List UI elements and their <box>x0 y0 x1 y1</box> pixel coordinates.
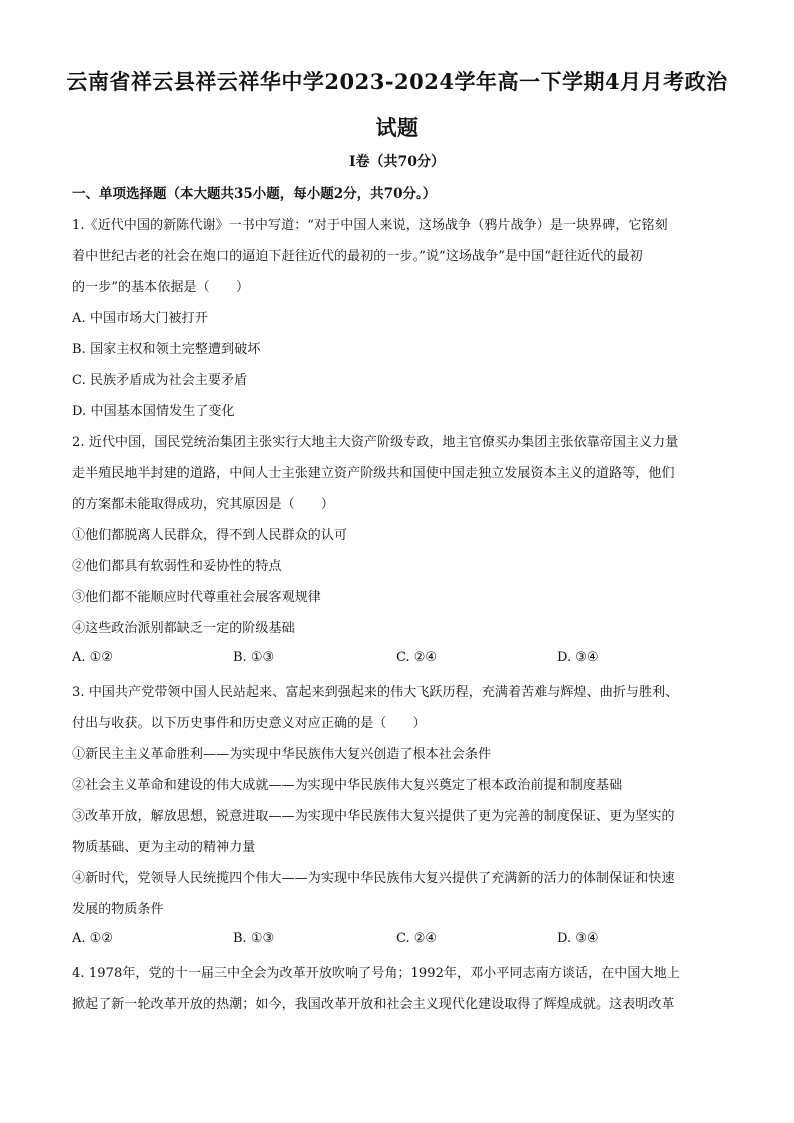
q2-option-b: B. ①③ <box>233 650 275 665</box>
q1-stem-line: 着中世纪古老的社会在炮口的逼迫下赶往近代的最初的一步。”说“这场战争”是中国“赶往近代的最初 <box>72 249 643 264</box>
exam-title-line2: 试题 <box>375 115 419 140</box>
q2-stem-line: 走半殖民地半封建的道路，中间人士主张建立资产阶级共和国使中国走独立发展资本主义的道路等，他们 <box>72 466 675 481</box>
q2-statement: ④这些政治派别都缺乏一定的阶级基础 <box>72 621 295 636</box>
q3-statement: ④新时代，党领导人民统揽四个伟大——为实现中华民族伟大复兴提供了充满新的活力的体制保证和快速 <box>72 871 675 886</box>
part-heading: 一、单项选择题（本大题共35小题，每小题2分，共70分。） <box>72 186 437 202</box>
q3-option-d: D. ③④ <box>557 931 599 946</box>
q2-option-d: D. ③④ <box>557 650 599 665</box>
q1-stem-line: 1.《近代中国的新陈代谢》一书中写道：“对于中国人来说，这场战争（鸦片战争）是一块界碑，它铭刻 <box>72 218 668 233</box>
q3-statement: 发展的物质条件 <box>72 902 164 917</box>
q3-statement: ③改革开放，解放思想，锐意进取——为实现中华民族伟大复兴提供了更为完善的制度保证、更为坚实的 <box>72 809 675 824</box>
q3-statement: ①新民主主义革命胜利——为实现中华民族伟大复兴创造了根本社会条件 <box>72 747 492 762</box>
q4-stem-line: 4. 1978年，党的十一届三中全会为改革开放吹响了号角；1992年，邓小平同志南方谈话，在中国大地上 <box>72 966 680 981</box>
q2-statement: ②他们都具有软弱性和妥协性的特点 <box>72 559 282 574</box>
q1-option-d: D. 中国基本国情发生了变化 <box>72 404 235 419</box>
q1-option-c: C. 民族矛盾成为社会主要矛盾 <box>72 373 248 388</box>
section-heading: Ⅰ卷（共70分） <box>348 154 446 170</box>
q1-option-a: A. 中国市场大门被打开 <box>72 311 208 326</box>
q2-option-a: A. ①② <box>72 650 113 665</box>
q2-statement: ①他们都脱离人民群众，得不到人民群众的认可 <box>72 528 348 543</box>
q3-option-b: B. ①③ <box>233 931 275 946</box>
q3-stem-line: 3. 中国共产党带领中国人民站起来、富起来到强起来的伟大飞跃历程，充满着苦难与辉煌、曲折与胜利、 <box>72 685 679 700</box>
q3-option-a: A. ①② <box>72 931 113 946</box>
q2-stem-line: 的方案都未能取得成功，究其原因是（ ） <box>72 497 335 512</box>
q4-stem-line: 掀起了新一轮改革开放的热潮；如今，我国改革开放和社会主义现代化建设取得了辉煌成就。这表明改革 <box>72 997 675 1012</box>
q3-statement: ②社会主义革命和建设的伟大成就——为实现中华民族伟大复兴奠定了根本政治前提和制度基础 <box>72 778 623 793</box>
exam-title-line1: 云南省祥云县祥云祥华中学2023-2024学年高一下学期4月月考政治 <box>66 69 728 94</box>
q1-stem-line: 的一步”的基本依据是（ ） <box>72 280 250 295</box>
q3-option-c: C. ②④ <box>396 931 438 946</box>
q2-stem-line: 2. 近代中国，国民党统治集团主张实行大地主大资产阶级专政，地主官僚买办集团主张依靠帝国主义力量 <box>72 435 679 450</box>
q2-option-c: C. ②④ <box>396 650 438 665</box>
q3-statement: 物质基础、更为主动的精神力量 <box>72 840 256 855</box>
q2-statement: ③他们都不能顺应时代尊重社会展客观规律 <box>72 590 321 605</box>
q3-stem-line: 付出与收获。以下历史事件和历史意义对应正确的是（ ） <box>72 716 426 731</box>
q1-option-b: B. 国家主权和领土完整遭到破坏 <box>72 342 261 357</box>
